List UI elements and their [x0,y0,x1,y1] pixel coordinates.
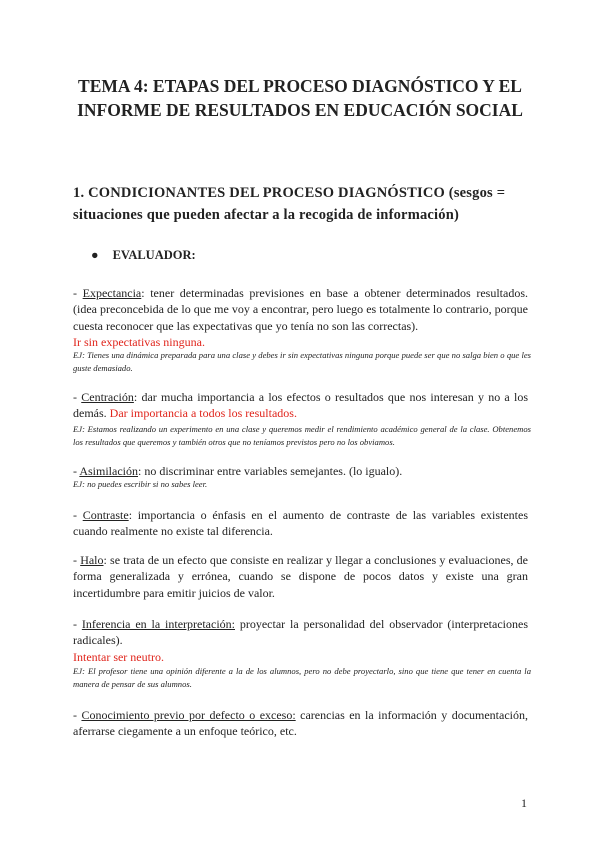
text-asimilacion: : no discriminar entre variables semejantes. (lo igualo). [138,464,403,478]
text-halo: : se trata de un efecto que consiste en realizar y llegar a conclusiones y evaluaciones, de forma generalizada y errónea, cuando se dispone de pocos datos y existe una gran incertidumbre para emitir juicios de valor. [73,553,528,600]
term-inferencia: Inferencia en la interpretación: [81,617,235,631]
term-asimilacion: Asimilación [79,464,139,478]
example-inferencia: EJ: El profesor tiene una opinión diferente a la de los alumnos, pero no debe proyectarlo, sino que tiene que tener en cuenta la manera de pensar de sus alumnos. [73,666,531,689]
item-contraste: - Contraste: importancia o énfasis en el aumento de contraste de las variables existentes cuando realmente no existe tal diferencia. [73,508,529,539]
term-expectancia: Expectancia [82,286,142,300]
bullet-evaluador [91,248,196,263]
item-expectancia: - Expectancia: tener determinadas previsiones en base a obtener determinados resultados. (idea preconcebida de lo que me voy a encontrar, pero luego es totalmente lo contrario, porque cuesta reconocer que las expectativas que yo tenía no son las correctas). Ir sin expectativas ninguna. [73,286,528,349]
term-contraste: Contraste [82,508,129,522]
bullet-label: EVALUADOR: [112,248,196,262]
term-halo: Halo [80,553,104,567]
text-conocimiento: carencias en la información y documentación, aferrarse ciegamente a un enfoque teórico, etc. [73,708,528,739]
note-expectancia: Ir sin expectativas ninguna. [73,334,205,349]
section-heading: 1. CONDICIONANTES DEL PROCESO DIAGNÓSTICO (sesgos = situaciones que pueden afectar a la recogida de información) [73,185,506,223]
bullet-icon: ● [91,248,99,262]
page-number: 1 [521,796,527,810]
item-centracion: - Centración: dar mucha importancia a los efectos o resultados que nos interesan y no a los demás. Dar importancia a todos los resultados. [73,390,528,421]
term-conocimiento: Conocimiento previo por defecto o exceso: [81,708,296,722]
text-inferencia: proyectar la personalidad del observador (interpretaciones radicales). [73,617,528,648]
item-conocimiento: - Conocimiento previo por defecto o exceso: carencias en la información y documentación, aferrarse ciegamente a un enfoque teórico, etc. [73,708,528,739]
term-centracion: Centración [81,390,134,404]
text-contraste: : importancia o énfasis en el aumento de contraste de las variables existentes cuando realmente no existe tal diferencia. [73,508,529,539]
example-centracion: EJ: Estamos realizando un experimento en una clase y queremos medir el rendimiento académico general de la clase. Obtenemos los resultados que queremos y también otros que no teníamos previstos pero no los obviamos. [73,424,531,447]
note-inferencia: Intentar ser neutro. [73,649,164,664]
text-expectancia: : tener determinadas previsiones en base a obtener determinados resultados. (idea preconcebida de lo que me voy a encontrar, pero luego es totalmente lo contrario, porque cuesta reconocer que las expectativas que yo tenía no son las correctas). [73,286,528,333]
example-expectancia: EJ: Tienes una dinámica preparada para una clase y debes ir sin expectativas ninguna porque puede ser que no salga bien o que les guste demasiado. [73,350,531,373]
note-centracion: Dar importancia a todos los resultados. [109,406,297,421]
text-centracion: : dar mucha importancia a los efectos o resultados que nos interesan y no a los demás. [73,390,528,421]
document-title: TEMA 4: ETAPAS DEL PROCESO DIAGNÓSTICO Y EL INFORME DE RESULTADOS EN EDUCACIÓN SOCIAL [77,76,523,120]
item-inferencia: - Inferencia en la interpretación: proyectar la personalidad del observador (interpretaciones radicales). Intentar ser neutro. [73,617,528,664]
item-halo: - Halo: se trata de un efecto que consiste en realizar y llegar a conclusiones y evaluaciones, de forma generalizada y errónea, cuando se dispone de pocos datos y existe una gran incertidumbre para emitir juicios de valor. [73,553,528,600]
item-asimilacion: - Asimilación: no discriminar entre variables semejantes. (lo igualo). [73,464,403,478]
example-asimilacion: EJ: no puedes escribir si no sabes leer. [73,479,208,489]
